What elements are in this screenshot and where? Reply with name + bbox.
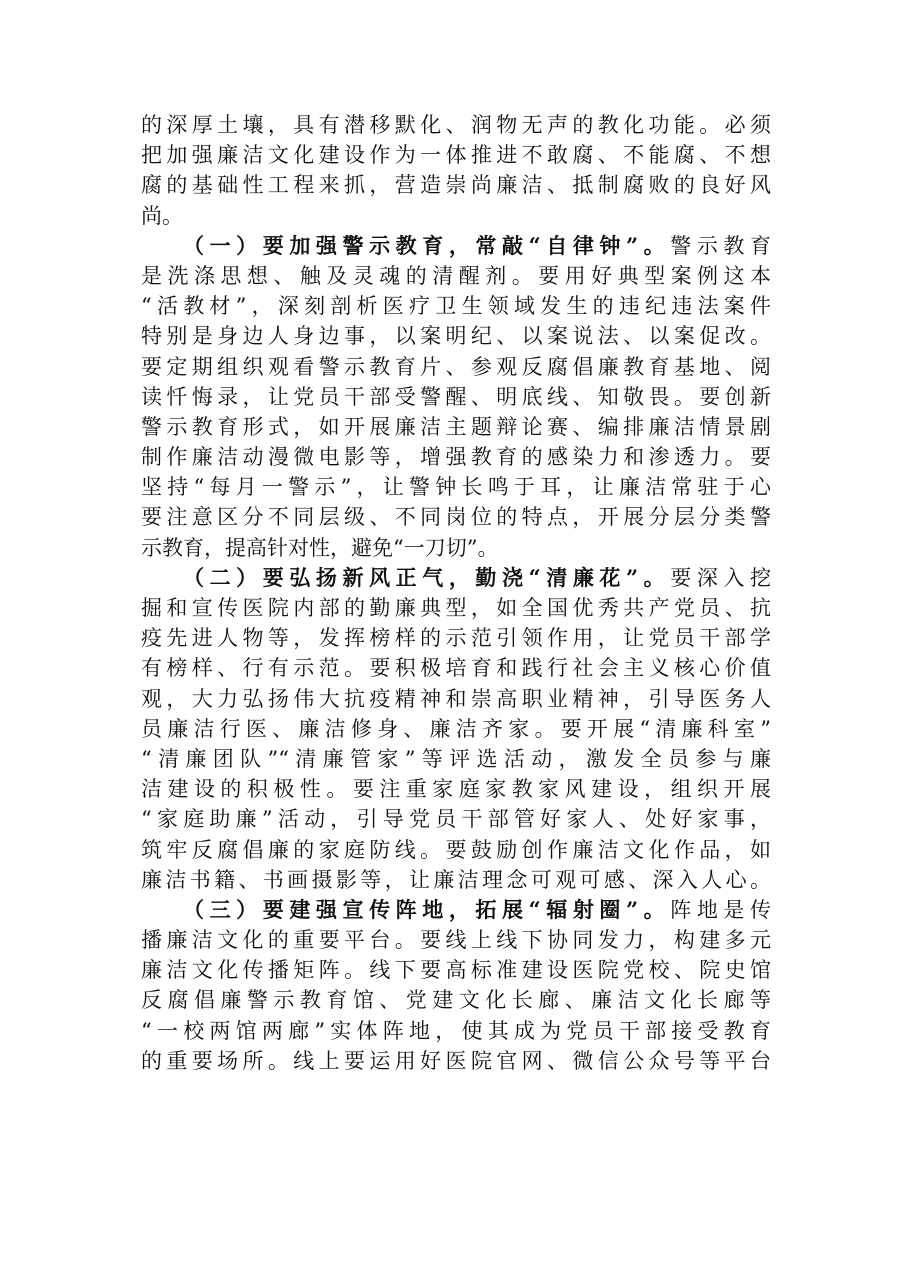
text-line: 腐的基础性工程来抓，营造崇尚廉洁、抵制腐败的良好风 xyxy=(141,173,771,198)
text-line: “清廉团队”“清廉管家”等评选活动，激发全员参与廉 xyxy=(141,746,771,771)
text-line: 播廉洁文化的重要平台。要线上线下协同发力，构建多元 xyxy=(141,928,771,953)
text-line: 掘和宣传医院内部的勤廉典型，如全国优秀共产党员、抗 xyxy=(141,596,771,620)
section-heading-rest: 警示教育 xyxy=(670,233,771,258)
section-heading-rest: 要深入挖 xyxy=(670,565,771,590)
paragraph-section-1 xyxy=(141,231,771,563)
text-line: 把加强廉洁文化建设作为一体推进不敢腐、不能腐、不想 xyxy=(141,143,771,168)
section-heading-line xyxy=(141,563,771,593)
section-heading-rest: 阵地是传 xyxy=(670,897,771,922)
section-heading: （一）要加强警示教育，常敲“自律钟”。 xyxy=(183,232,671,258)
text-line: 特别是身边人身边事，以案明纪、以案说法、以案促改。 xyxy=(141,324,771,349)
text-line: “一校两馆两廊”实体阵地，使其成为党员干部接受教育 xyxy=(141,1018,771,1043)
section-heading: （二）要弘扬新风正气，勤浇“清廉花”。 xyxy=(183,564,671,590)
text-line: 尚。 xyxy=(141,203,183,228)
text-line: 是洗涤思想、触及灵魂的清醒剂。要用好典型案例这本 xyxy=(141,263,771,288)
text-line: 警示教育形式，如开展廉洁主题辩论赛、编排廉洁情景剧 xyxy=(141,414,771,439)
text-line: 反腐倡廉警示教育馆、党建文化长廊、廉洁文化长廊等 xyxy=(141,988,771,1013)
text-line: 洁建设的积极性。要注重家庭家教家风建设，组织开展 xyxy=(141,777,771,802)
section-heading-line xyxy=(141,895,771,925)
text-line: 要注意区分不同层级、不同岗位的特点，开展分层分类警 xyxy=(141,505,771,530)
text-line: 筑牢反腐倡廉的家庭防线。要鼓励创作廉洁文化作品，如 xyxy=(141,837,771,862)
paragraph-section-3 xyxy=(141,895,771,1076)
text-line: 示教育，提高针对性，避免“一刀切”。 xyxy=(141,535,499,560)
text-line: 观，大力弘扬伟大抗疫精神和崇高职业精神，引导医务人 xyxy=(141,686,771,711)
text-line: 员廉洁行医、廉洁修身、廉洁齐家。要开展“清廉科室” xyxy=(141,716,771,741)
text-line: 廉洁文化传播矩阵。线下要高标准建设医院党校、院史馆 xyxy=(141,958,771,983)
paragraph-section-2 xyxy=(141,563,771,895)
text-line: 廉洁书籍、书画摄影等，让廉洁理念可观可感、深入人心。 xyxy=(141,867,771,892)
text-line: 有榜样、行有示范。要积极培育和践行社会主义核心价值 xyxy=(141,656,771,681)
text-line: 疫先进人物等，发挥榜样的示范引领作用，让党员干部学 xyxy=(141,626,771,651)
text-line: 的深厚土壤，具有潜移默化、润物无声的教化功能。必须 xyxy=(141,113,771,137)
text-line: 制作廉洁动漫微电影等，增强教育的感染力和渗透力。要 xyxy=(141,445,771,470)
section-heading: （三）要建强宣传阵地，拓展“辐射圈”。 xyxy=(183,896,671,922)
section-heading-line xyxy=(141,231,771,261)
text-line: “活教材”，深刻剖析医疗卫生领域发生的违纪违法案件 xyxy=(141,294,771,319)
paragraph-intro xyxy=(141,110,771,231)
text-line: “家庭助廉”活动，引导党员干部管好家人、处好家事， xyxy=(141,807,771,832)
text-line: 要定期组织观看警示教育片、参观反腐倡廉教育基地、阅 xyxy=(141,354,771,379)
text-line: 的重要场所。线上要运用好医院官网、微信公众号等平台 xyxy=(141,1048,771,1073)
document-body xyxy=(141,110,771,1076)
text-line: 读忏悔录，让党员干部受警醒、明底线、知敬畏。要创新 xyxy=(141,384,771,409)
text-line: 坚持“每月一警示”，让警钟长鸣于耳，让廉洁常驻于心 xyxy=(141,475,771,500)
